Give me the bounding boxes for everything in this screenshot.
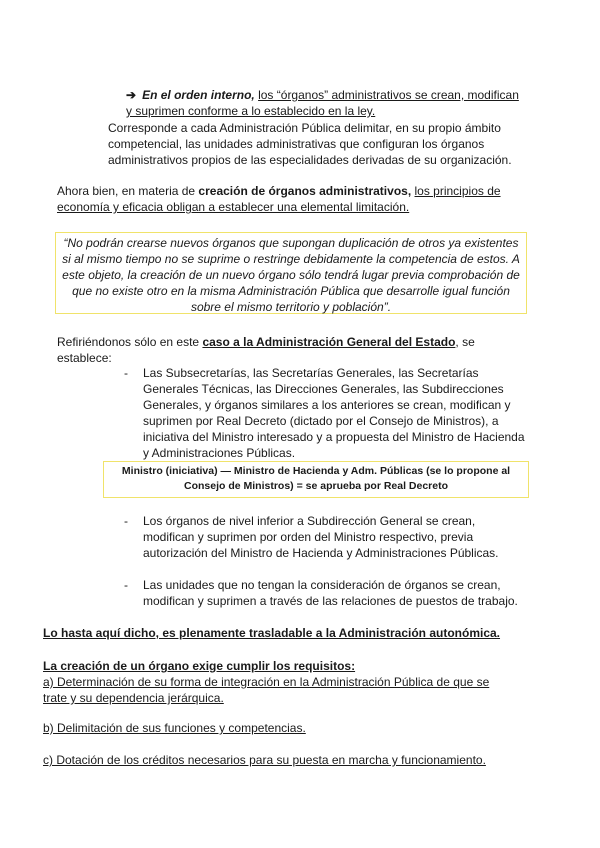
- arrow-right-icon: ➔: [126, 88, 137, 102]
- bullet-internal-order: [126, 87, 526, 119]
- requirement-b: b) Delimitación de sus funciones y competencias.: [43, 721, 306, 735]
- requirement-c: c) Dotación de los créditos necesarios para su puesta en marcha y funcionamiento.: [43, 753, 486, 767]
- list-item: [124, 577, 524, 609]
- heading-requisitos: La creación de un órgano exige cumplir los requisitos:: [43, 659, 356, 673]
- list-item: [124, 513, 524, 561]
- internal-order-lead: En el orden interno,: [142, 88, 255, 102]
- dash-bullet: -: [124, 578, 128, 592]
- refiriendonos-bold: caso a la Administración General del Estado: [202, 335, 456, 349]
- dash-bullet: -: [124, 366, 128, 380]
- refiriendonos-prefix: Refiriéndonos sólo en este: [57, 335, 203, 349]
- ahora-underlined: los principios de economía y eficacia obligan a establecer una elemental limitación.: [57, 184, 501, 214]
- ahora-prefix: Ahora bien, en materia de: [57, 184, 199, 198]
- internal-order-text: los “órganos” administrativos se crean, modifican y suprimen conforme a lo establecido en la ley.: [126, 88, 519, 118]
- ahora-bold: creación de órganos administrativos,: [198, 184, 412, 198]
- list-item-text: Los órganos de nivel inferior a Subdirección General se crean, modifican y suprimen por orden del Ministro respectivo, previa autorización del Ministro de Hacienda y Administraciones Públicas.: [143, 514, 499, 560]
- list-item-text: Las unidades que no tengan la consideración de órganos se crean, modifican y suprimen a través de las relaciones de puestos de trabajo.: [143, 578, 518, 608]
- paragraph-corresponde: Corresponde a cada Administración Pública delimitar, en su propio ámbito competencial, las unidades administrativas que configuran los órganos administrativos propios de las especialidades derivadas de su organización.: [108, 121, 512, 167]
- list-item: [124, 365, 524, 461]
- dash-bullet: -: [124, 514, 128, 528]
- paragraph-ahora-bien: [57, 183, 537, 215]
- list-item-text: Las Subsecretarías, las Secretarías Generales, las Secretarías Generales Técnicas, las Direcciones Generales, las Subdirecciones Generales, y órganos similares a los anteriores se crean, modifican y suprimen por Real Decreto (dictado por el Consejo de Ministros), a iniciativa del Ministro interesado y a propuesta del Ministro de Hacienda y Administraciones Públicas.: [143, 366, 525, 460]
- paragraph-refiriendonos: [57, 334, 527, 366]
- refiriendonos-suffix: , se establece:: [57, 335, 475, 365]
- legal-quote-box: “No podrán crearse nuevos órganos que supongan duplicación de otros ya existentes si al mismo tiempo no se suprime o restringe debidamente la competencia de estos. A este objeto, la creación de un nuevo órgano sólo tendrá lugar previa comprobación de que no existe otro en la misma Administración Pública que desarrolle igual función sobre el mismo territorio y población”.: [55, 232, 527, 314]
- highlight-summary-box: Ministro (iniciativa) — Ministro de Hacienda y Adm. Públicas (se lo propone al Consejo de Ministros) = se aprueba por Real Decreto: [103, 461, 529, 498]
- requirement-a: a) Determinación de su forma de integración en la Administración Pública de que se trate y su dependencia jerárquica.: [43, 675, 490, 705]
- heading-trasladable: Lo hasta aquí dicho, es plenamente trasladable a la Administración autonómica.: [43, 626, 501, 640]
